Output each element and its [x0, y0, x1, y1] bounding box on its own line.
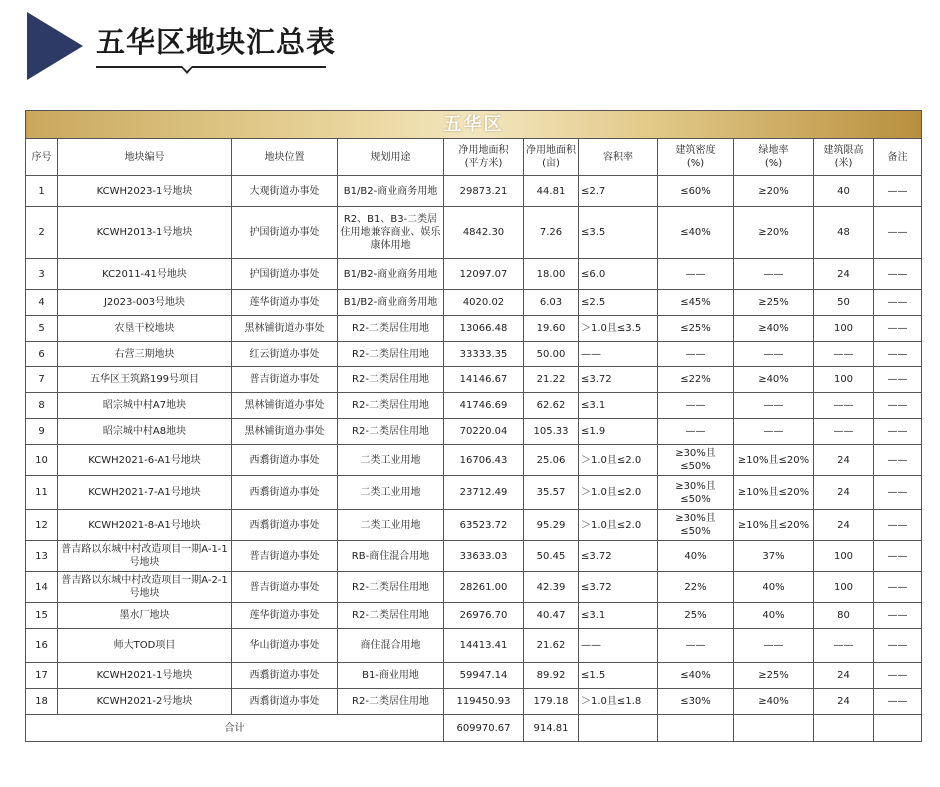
table-cell: 普吉路以东城中村改造项目一期A-1-1号地块: [58, 541, 232, 572]
table-cell: 二类工业用地: [338, 510, 444, 541]
table-cell: 10: [26, 445, 58, 476]
table-cell: ——: [814, 419, 874, 445]
table-cell: 100: [814, 541, 874, 572]
table-cell: ——: [579, 342, 658, 367]
table-row: [26, 445, 922, 476]
table-cell: 22%: [658, 572, 734, 603]
table-header-row: [26, 139, 922, 176]
table-cell: ——: [734, 419, 814, 445]
table-cell: ≤22%: [658, 367, 734, 393]
table-cell: 6.03: [524, 290, 579, 316]
table-cell: 18: [26, 689, 58, 715]
table-cell: KCWH2021-6-A1号地块: [58, 445, 232, 476]
table-cell: 11: [26, 476, 58, 510]
table-cell: ≤60%: [658, 176, 734, 207]
table-cell: ——: [579, 629, 658, 663]
table-cell: 农垦干校地块: [58, 316, 232, 342]
table-cell: 莲华街道办事处: [232, 603, 338, 629]
table-cell: ——: [874, 419, 922, 445]
table-cell: 16706.43: [444, 445, 524, 476]
table-cell: ≤6.0: [579, 259, 658, 290]
empty-cell: [814, 715, 874, 742]
table-cell: 40: [814, 176, 874, 207]
column-header: 容积率: [579, 139, 658, 176]
table-cell: RB-商住混合用地: [338, 541, 444, 572]
column-header: 规划用途: [338, 139, 444, 176]
page-header: [0, 0, 940, 90]
table-cell: 59947.14: [444, 663, 524, 689]
table-cell: ≥30%且≤50%: [658, 510, 734, 541]
table-cell: R2-二类居住用地: [338, 419, 444, 445]
table-cell: 普吉街道办事处: [232, 367, 338, 393]
table-cell: ——: [874, 572, 922, 603]
table-cell: ——: [814, 393, 874, 419]
table-row: [26, 367, 922, 393]
table-cell: 100: [814, 316, 874, 342]
table-cell: ≤2.5: [579, 290, 658, 316]
table-cell: J2023-003号地块: [58, 290, 232, 316]
table-cell: ≥25%: [734, 290, 814, 316]
table-cell: 63523.72: [444, 510, 524, 541]
table-cell: 15: [26, 603, 58, 629]
table-cell: ——: [874, 393, 922, 419]
table-cell: ——: [874, 342, 922, 367]
empty-cell: [658, 715, 734, 742]
table-cell: ≤3.1: [579, 393, 658, 419]
table-cell: 西翥街道办事处: [232, 476, 338, 510]
table-cell: 62.62: [524, 393, 579, 419]
table-cell: KCWH2021-1号地块: [58, 663, 232, 689]
table-cell: ≥20%: [734, 176, 814, 207]
table-row: [26, 541, 922, 572]
table-cell: ≥40%: [734, 689, 814, 715]
table-cell: ——: [874, 316, 922, 342]
table-cell: ≥20%: [734, 207, 814, 259]
table-row: [26, 476, 922, 510]
table-cell: 2: [26, 207, 58, 259]
empty-cell: [579, 715, 658, 742]
table-cell: 33333.35: [444, 342, 524, 367]
table-cell: R2-二类居住用地: [338, 572, 444, 603]
table-cell: ＞1.0且≤2.0: [579, 476, 658, 510]
table-cell: 95.29: [524, 510, 579, 541]
table-cell: ——: [734, 259, 814, 290]
table-cell: 13066.48: [444, 316, 524, 342]
table-cell: 1: [26, 176, 58, 207]
total-label: 合计: [26, 715, 444, 742]
table-cell: 50.45: [524, 541, 579, 572]
table-cell: 179.18: [524, 689, 579, 715]
table-cell: 24: [814, 259, 874, 290]
table-cell: R2-二类居住用地: [338, 393, 444, 419]
table-cell: 黑林铺街道办事处: [232, 316, 338, 342]
table-cell: ——: [734, 342, 814, 367]
table-cell: ≤1.9: [579, 419, 658, 445]
table-cell: ≤40%: [658, 663, 734, 689]
table-cell: 黑林铺街道办事处: [232, 393, 338, 419]
table-cell: 24: [814, 663, 874, 689]
table-row: [26, 572, 922, 603]
table-cell: ——: [658, 393, 734, 419]
table-cell: 14: [26, 572, 58, 603]
table-cell: ≥10%且≤20%: [734, 510, 814, 541]
table-cell: 昭宗城中村A8地块: [58, 419, 232, 445]
column-header: 绿地率 (%): [734, 139, 814, 176]
table-cell: ——: [874, 259, 922, 290]
table-cell: 19.60: [524, 316, 579, 342]
table-cell: 6: [26, 342, 58, 367]
table-cell: KC2011-41号地块: [58, 259, 232, 290]
table-cell: 14146.67: [444, 367, 524, 393]
table-cell: 105.33: [524, 419, 579, 445]
table-cell: 西翥街道办事处: [232, 510, 338, 541]
table-cell: 37%: [734, 541, 814, 572]
column-header: 净用地面积 (平方米): [444, 139, 524, 176]
table-cell: B1/B2-商业商务用地: [338, 290, 444, 316]
table-row: [26, 393, 922, 419]
table-cell: ——: [874, 541, 922, 572]
table-cell: 26976.70: [444, 603, 524, 629]
table-cell: 二类工业用地: [338, 476, 444, 510]
table-cell: 80: [814, 603, 874, 629]
table-cell: 25.06: [524, 445, 579, 476]
empty-cell: [874, 715, 922, 742]
table-cell: 70220.04: [444, 419, 524, 445]
table-cell: KCWH2021-8-A1号地块: [58, 510, 232, 541]
table-cell: ——: [874, 603, 922, 629]
table-cell: 40%: [658, 541, 734, 572]
table-cell: ——: [874, 629, 922, 663]
table-cell: 9: [26, 419, 58, 445]
table-cell: ——: [734, 629, 814, 663]
table-cell: 护国街道办事处: [232, 207, 338, 259]
column-header: 建筑密度 (%): [658, 139, 734, 176]
table-cell: ≥40%: [734, 316, 814, 342]
table-cell: 35.57: [524, 476, 579, 510]
table-cell: 89.92: [524, 663, 579, 689]
table-cell: 黑林铺街道办事处: [232, 419, 338, 445]
table-cell: ≥40%: [734, 367, 814, 393]
table-cell: ≥10%且≤20%: [734, 445, 814, 476]
table-cell: ——: [874, 476, 922, 510]
total-area-m2: 609970.67: [444, 715, 524, 742]
column-header: 地块位置: [232, 139, 338, 176]
table-cell: KCWH2023-1号地块: [58, 176, 232, 207]
table-cell: 13: [26, 541, 58, 572]
land-summary-table: [25, 110, 922, 742]
table-cell: 昭宗城中村A7地块: [58, 393, 232, 419]
table-cell: 西翥街道办事处: [232, 689, 338, 715]
column-header: 地块编号: [58, 139, 232, 176]
table-cell: B1/B2-商业商务用地: [338, 259, 444, 290]
table-cell: ≤3.72: [579, 367, 658, 393]
table-cell: 14413.41: [444, 629, 524, 663]
table-cell: ——: [814, 342, 874, 367]
table-cell: ≤3.72: [579, 572, 658, 603]
table-cell: 12: [26, 510, 58, 541]
table-cell: 华山街道办事处: [232, 629, 338, 663]
column-header: 净用地面积 (亩): [524, 139, 579, 176]
table-cell: KCWH2021-7-A1号地块: [58, 476, 232, 510]
table-cell: 护国街道办事处: [232, 259, 338, 290]
table-cell: 右营三期地块: [58, 342, 232, 367]
column-header: 序号: [26, 139, 58, 176]
table-row: [26, 176, 922, 207]
table-cell: 12097.07: [444, 259, 524, 290]
total-row: [26, 715, 922, 742]
table-cell: ——: [658, 419, 734, 445]
table-cell: 红云街道办事处: [232, 342, 338, 367]
table-cell: 西翥街道办事处: [232, 445, 338, 476]
table-cell: 50: [814, 290, 874, 316]
table-row: [26, 259, 922, 290]
table-cell: ——: [658, 629, 734, 663]
table-cell: ≥10%且≤20%: [734, 476, 814, 510]
table-cell: 二类工业用地: [338, 445, 444, 476]
empty-cell: [734, 715, 814, 742]
table-cell: 8: [26, 393, 58, 419]
table-cell: 16: [26, 629, 58, 663]
table-cell: 普吉路以东城中村改造项目一期A-2-1号地块: [58, 572, 232, 603]
table-cell: ≥25%: [734, 663, 814, 689]
table-cell: ——: [874, 445, 922, 476]
table-cell: ——: [734, 393, 814, 419]
table-row: [26, 629, 922, 663]
table-cell: ≥30%且≤50%: [658, 476, 734, 510]
table-cell: ≤3.72: [579, 541, 658, 572]
table-row: [26, 510, 922, 541]
table-cell: ——: [874, 207, 922, 259]
column-header: 备注: [874, 139, 922, 176]
table-cell: 7: [26, 367, 58, 393]
table-cell: 西翥街道办事处: [232, 663, 338, 689]
table-cell: 23712.49: [444, 476, 524, 510]
column-header: 建筑限高 (米): [814, 139, 874, 176]
page-title: 五华区地块汇总表: [96, 25, 337, 59]
table-cell: KCWH2013-1号地块: [58, 207, 232, 259]
table-cell: 莲华街道办事处: [232, 290, 338, 316]
table-cell: 44.81: [524, 176, 579, 207]
table-cell: 29873.21: [444, 176, 524, 207]
table-cell: ——: [814, 629, 874, 663]
table-cell: 24: [814, 689, 874, 715]
table-cell: 17: [26, 663, 58, 689]
table-cell: R2-二类居住用地: [338, 689, 444, 715]
table-cell: ——: [874, 663, 922, 689]
table-cell: ——: [658, 342, 734, 367]
table-cell: ≤3.5: [579, 207, 658, 259]
table-cell: ＞1.0且≤2.0: [579, 510, 658, 541]
table-cell: 师大TOD项目: [58, 629, 232, 663]
table-row: [26, 342, 922, 367]
table-cell: 4842.30: [444, 207, 524, 259]
table-cell: 21.22: [524, 367, 579, 393]
table-cell: 40%: [734, 603, 814, 629]
table-cell: R2-二类居住用地: [338, 342, 444, 367]
table-cell: ≤2.7: [579, 176, 658, 207]
table-cell: ≤30%: [658, 689, 734, 715]
table-cell: ＞1.0且≤2.0: [579, 445, 658, 476]
arrow-triangle-icon: [27, 12, 83, 80]
total-area-mu: 914.81: [524, 715, 579, 742]
table-cell: 100: [814, 367, 874, 393]
table-cell: B1/B2-商业商务用地: [338, 176, 444, 207]
table-cell: ——: [874, 176, 922, 207]
table-row: [26, 316, 922, 342]
table-cell: 33633.03: [444, 541, 524, 572]
table-cell: ≤40%: [658, 207, 734, 259]
table-cell: ——: [658, 259, 734, 290]
table-row: [26, 207, 922, 259]
table-cell: 28261.00: [444, 572, 524, 603]
table-cell: 普吉街道办事处: [232, 541, 338, 572]
table-cell: 50.00: [524, 342, 579, 367]
table-cell: 4: [26, 290, 58, 316]
table-cell: 7.26: [524, 207, 579, 259]
table-cell: ——: [874, 290, 922, 316]
table-cell: 商住混合用地: [338, 629, 444, 663]
table-row: [26, 419, 922, 445]
table-cell: 100: [814, 572, 874, 603]
table-cell: ≤25%: [658, 316, 734, 342]
table-cell: ——: [874, 367, 922, 393]
table-cell: 41746.69: [444, 393, 524, 419]
table-cell: R2、B1、B3-二类居住用地兼容商业、娱乐康体用地: [338, 207, 444, 259]
table-cell: ≤45%: [658, 290, 734, 316]
table-row: [26, 603, 922, 629]
table-cell: 40%: [734, 572, 814, 603]
table-cell: 42.39: [524, 572, 579, 603]
table-cell: ＞1.0且≤1.8: [579, 689, 658, 715]
table-cell: 24: [814, 510, 874, 541]
table-cell: 普吉街道办事处: [232, 572, 338, 603]
table-row: [26, 290, 922, 316]
table-cell: 21.62: [524, 629, 579, 663]
table-cell: B1-商业用地: [338, 663, 444, 689]
table-cell: ——: [874, 510, 922, 541]
table-cell: R2-二类居住用地: [338, 603, 444, 629]
table-cell: ——: [874, 689, 922, 715]
table-cell: 25%: [658, 603, 734, 629]
table-cell: 18.00: [524, 259, 579, 290]
table-cell: ≤3.1: [579, 603, 658, 629]
table-cell: 3: [26, 259, 58, 290]
table-cell: R2-二类居住用地: [338, 367, 444, 393]
table-cell: 墨水厂地块: [58, 603, 232, 629]
table-cell: R2-二类居住用地: [338, 316, 444, 342]
table-cell: 5: [26, 316, 58, 342]
table-cell: 24: [814, 445, 874, 476]
table-cell: 48: [814, 207, 874, 259]
title-underline: [96, 66, 326, 68]
table-cell: 大观街道办事处: [232, 176, 338, 207]
table-cell: ≤1.5: [579, 663, 658, 689]
table-cell: KCWH2021-2号地块: [58, 689, 232, 715]
table-cell: 五华区王筑路199号项目: [58, 367, 232, 393]
table-cell: ≥30%且≤50%: [658, 445, 734, 476]
table-cell: 40.47: [524, 603, 579, 629]
district-banner: 五华区: [26, 111, 922, 139]
table-cell: ＞1.0且≤3.5: [579, 316, 658, 342]
table-cell: 4020.02: [444, 290, 524, 316]
table-row: [26, 689, 922, 715]
table-row: [26, 663, 922, 689]
table-cell: 24: [814, 476, 874, 510]
table-cell: 119450.93: [444, 689, 524, 715]
